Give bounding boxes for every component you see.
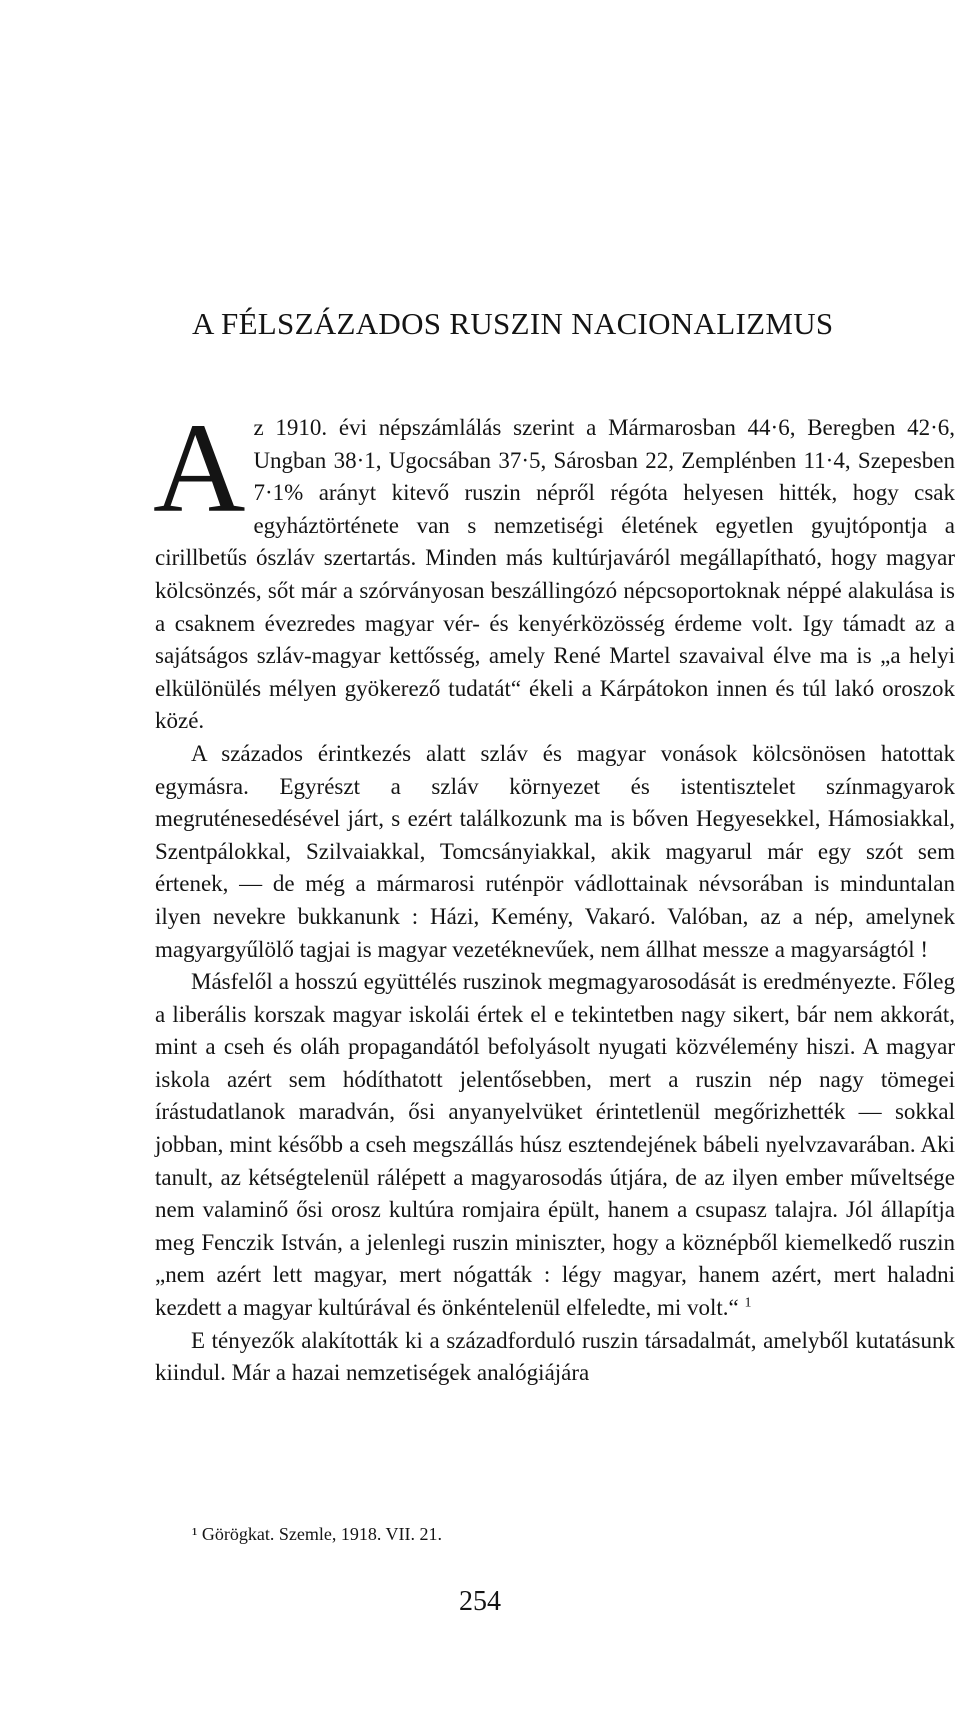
body-text (153, 397, 955, 1390)
page-number: 254 (459, 1586, 501, 1617)
paragraph-2: A százados érintkezés alatt szláv és magyar vonások kölcsönösen hatottak egymásra. Egyrészt a szláv környezet és istentisztelet színmagyarok megruténesedésével járt, s ezért találkozunk ma is bőven Hegyesekkel, Hámosiakkal, Szentpálokkal, Szilvaiakkal, Tomcsányiakkal, akik magyarul már egy szót sem értenek, — de még a mármarosi ruténpör vádlottainak névsorában is minduntalan ilyen nevekre bukkanunk : Házi, Kemény, Vakaró. Valóban, az a nép, amelynek magyargyűlölő tagjai is magyar vezetéknevűek, nem állhat messze a magyarságtól ! (155, 740, 955, 962)
paragraph-1-text: z 1910. évi népszámlálás szerint a Mármarosban 44·6, Beregben 42·6, Ungban 38·1, Ugocsában 37·5, Sárosban 22, Zemplénben 11·4, Szepesben 7·1% arányt kitevő ruszin népről régóta helyesen hitték, hogy csak egyháztörténete van s nemzetiségi életének egyetlen gyujtópontja a cirillbetűs ószláv szertartás. Minden más kultúrjaváról megállapítható, hogy magyar kölcsönzés, sőt már a szórványosan beszállingózó népcsoportoknak néppé alakulása is a csaknem évezredes magyar vér- és kenyérközösség érdeme volt. Igy támadt az a sajátságos szláv-magyar kettősség, amely René Martel szavaival élve ma is „a helyi elkülönülés mélyen gyökerező tudatát“ ékeli a Kárpátokon innen és túl lakó oroszok közé. (155, 415, 955, 734)
footnote: ¹ Görögkat. Szemle, 1918. VII. 21. (192, 1524, 443, 1544)
chapter-title: A FÉLSZÁZADOS RUSZIN NACIONALIZMUS (192, 306, 834, 341)
paragraph-3-text: Másfelől a hosszú együttélés ruszinok megmagyarosodását is eredményezte. Főleg a liberális korszak magyar iskolái értek el e tekintetben nagy sikert, bár nem akkorát, mint a cseh és oláh propagandától befolyásolt nyugati közvélemény hiszi. A magyar iskola azért sem hódíthatott jelentősebben, mert a ruszin nép nagy tömegei írástudatlanok maradván, ősi anyanyelvüket érintetlenül megőrizhették — sokkal jobban, mint később a cseh megszállás húsz esztendejének bábeli nyelvzavarában. Aki tanult, az kétségtelenül rálépett a magyarosodás útjára, de az ilyen ember műveltsége nem valaminő ősi orosz kultúra romjaira épült, hanem a csupasz talajra. Jól állapítja meg Fenczik István, a jelenlegi ruszin miniszter, hogy a köznépből kiemelkedő ruszin „nem azért lett magyar, mert nógatták : légy magyar, hanem azért, mert haladni kezdett a magyar kultúrával és önkéntelenül elfeledte, mi volt.“ (155, 969, 955, 1321)
drop-cap: A (153, 397, 246, 539)
paragraph-1 (153, 397, 955, 738)
footnote-reference: 1 (744, 1295, 752, 1311)
paragraph-4: E tényezők alakították ki a századforduló ruszin társadalmát, amelyből kutatásunk kiindul. Már a hazai nemzetiségek analógiájára (155, 1327, 955, 1386)
paragraph-3 (155, 966, 955, 1325)
